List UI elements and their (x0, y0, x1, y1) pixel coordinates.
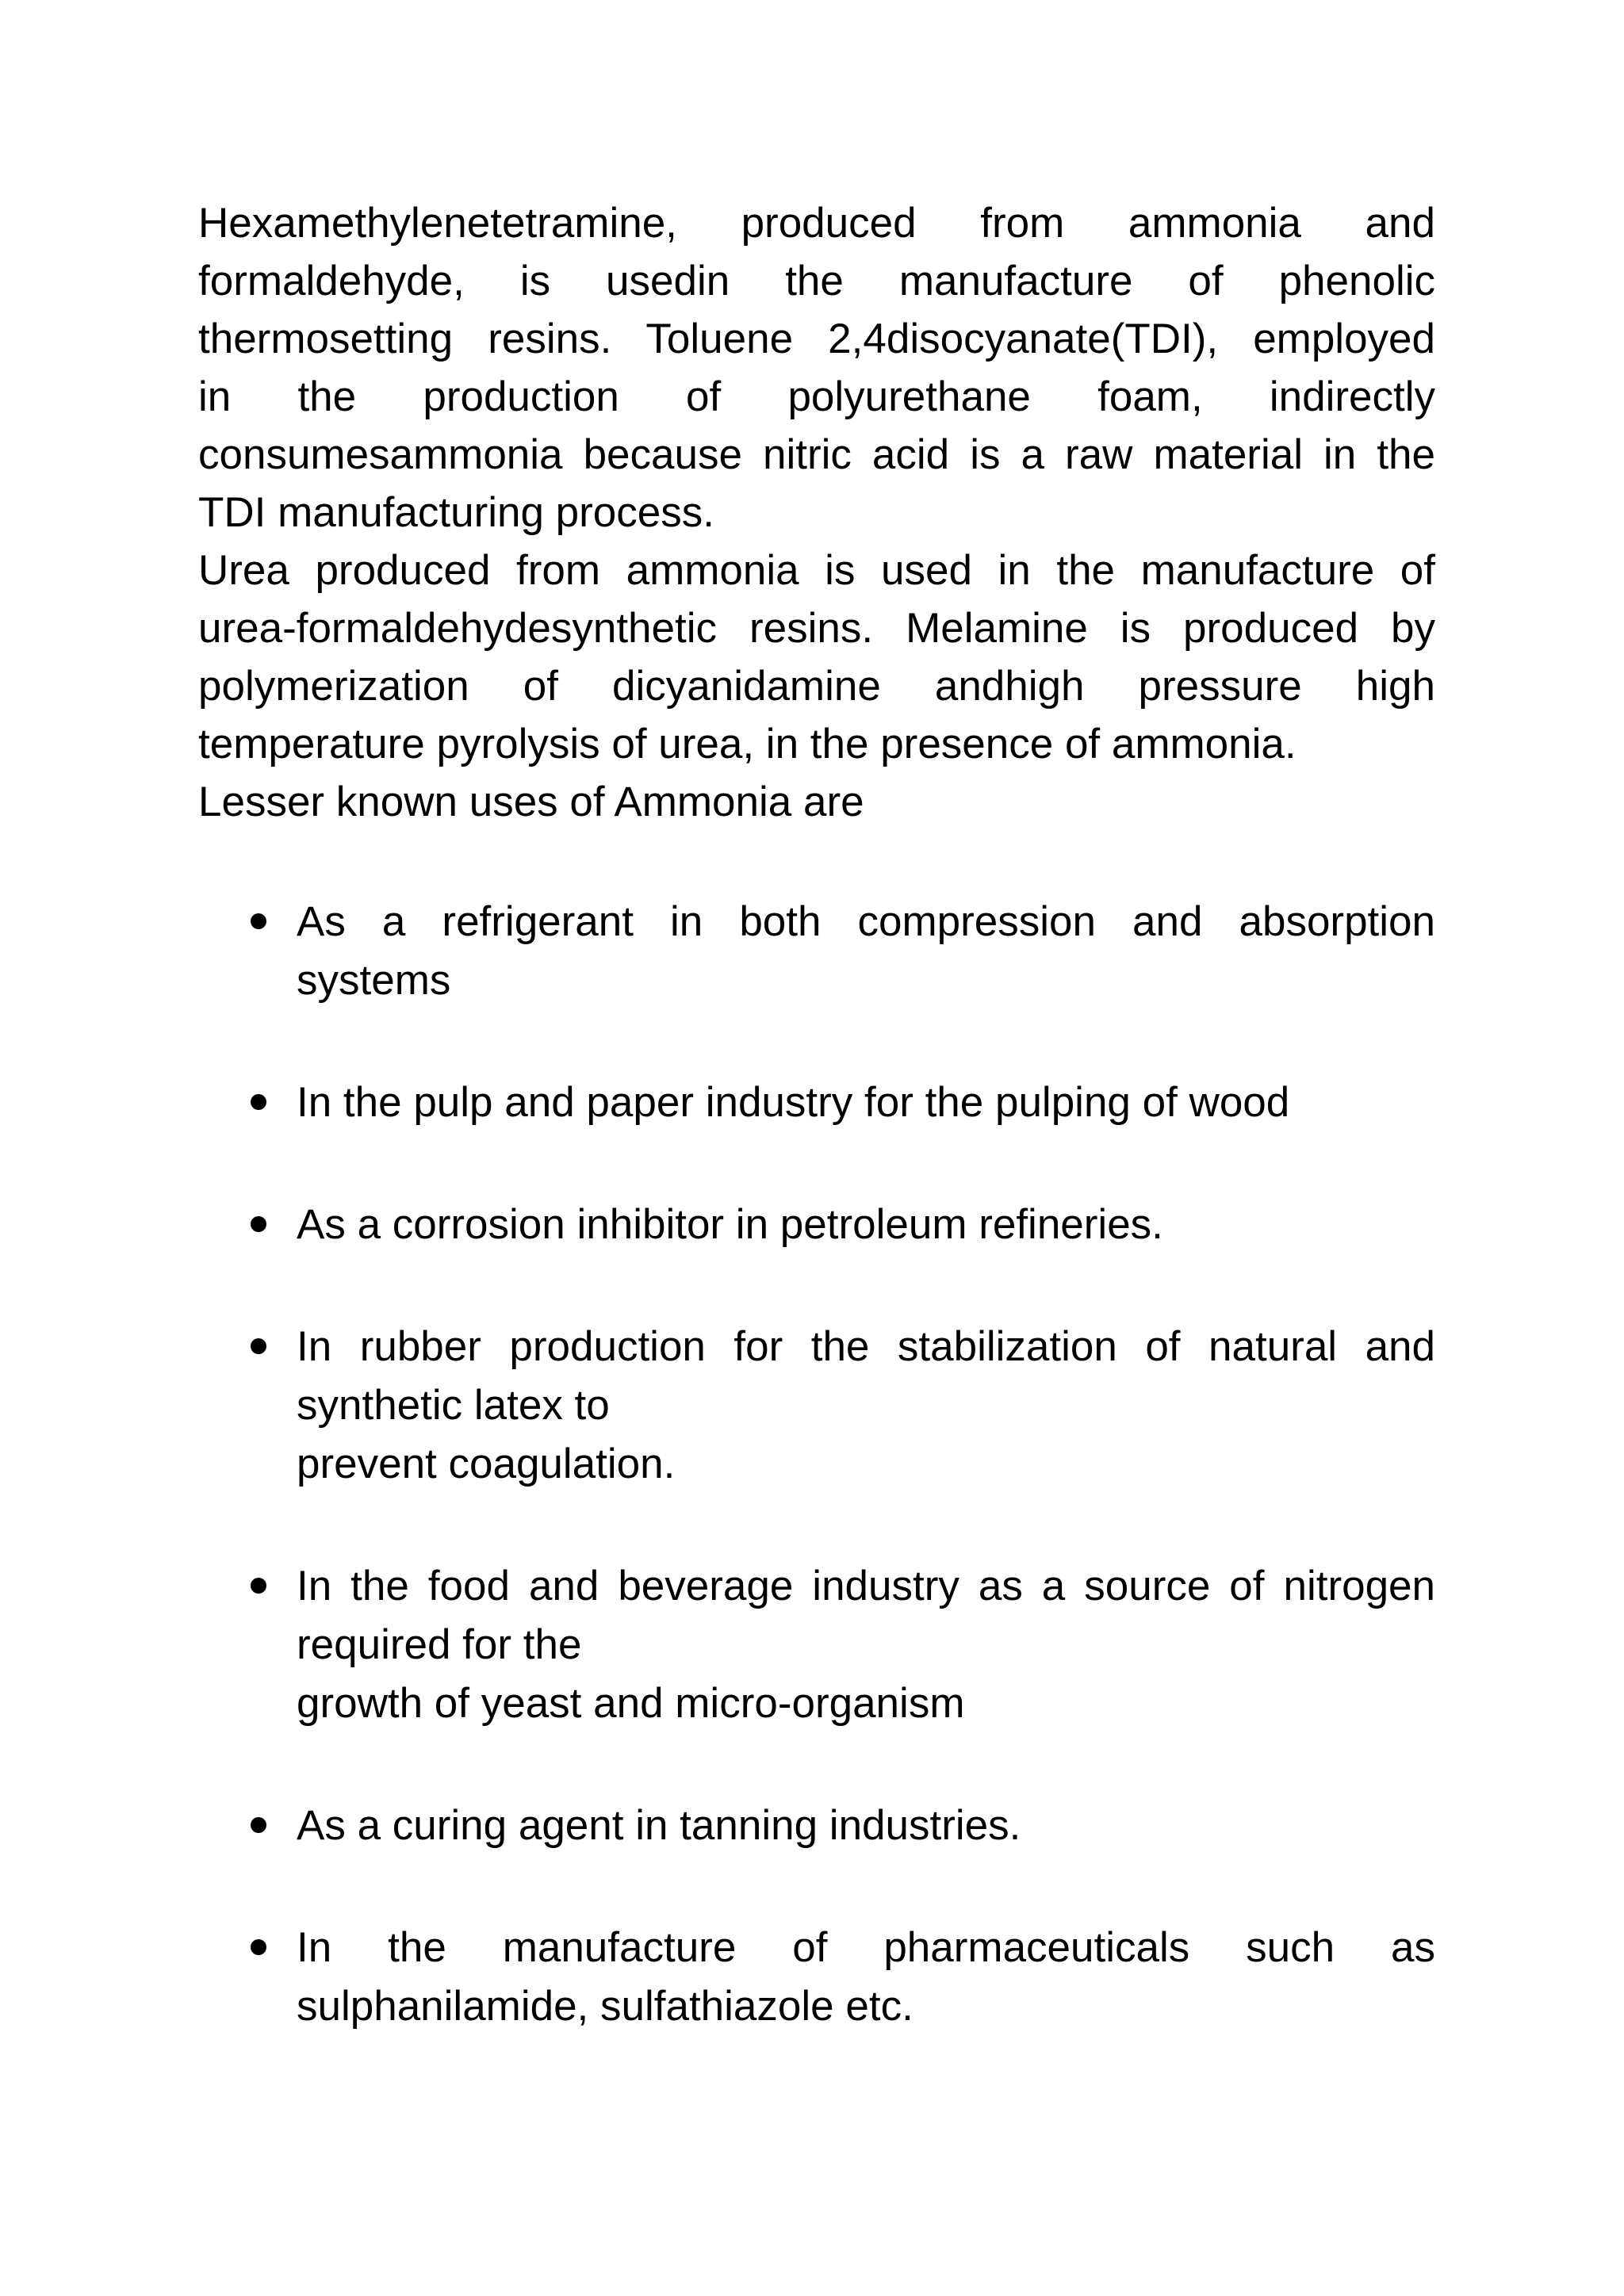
document-page (198, 194, 1435, 2099)
list-item (198, 1073, 1435, 1132)
paragraph-hexamine (198, 194, 1435, 541)
paragraph-line: Urea produced from ammonia is used in the manufacture of (198, 547, 1435, 594)
paragraph-line: consumesammonia because nitric acid is a raw material in the (198, 431, 1435, 478)
paragraph-line: polymerization of dicyanidamine andhigh pressure high (198, 663, 1435, 710)
list-item (198, 1797, 1435, 1855)
list-item-line: In the food and beverage industry as a source of nitrogen (297, 1563, 1435, 1609)
paragraph-line: TDI manufacturing process. (198, 489, 714, 536)
bullet-icon (251, 1338, 266, 1354)
bullet-icon (251, 1939, 266, 1955)
paragraph-line: Hexamethylenetetramine, produced from ammonia and (198, 200, 1435, 247)
uses-list (198, 893, 1435, 2036)
list-item-line: sulphanilamide, sulfathiazole etc. (297, 1983, 914, 2030)
bullet-icon (251, 1216, 266, 1232)
list-item (198, 1318, 1435, 1494)
paragraph-line: in the production of polyurethane foam, indirectly (198, 373, 1435, 420)
list-item-line: In the pulp and paper industry for the pulping of wood (297, 1079, 1290, 1126)
list-item-line: As a refrigerant in both compression and absorption (297, 898, 1435, 945)
list-item-line: As a curing agent in tanning industries. (297, 1802, 1021, 1849)
lesser-uses-heading: Lesser known uses of Ammonia are (198, 779, 864, 825)
list-item (198, 1196, 1435, 1254)
bullet-icon (251, 913, 266, 929)
list-item-line: As a corrosion inhibitor in petroleum refineries. (297, 1201, 1163, 1248)
list-item-line: required for the (297, 1621, 582, 1668)
list-item-line: systems (297, 957, 451, 1004)
list-item (198, 1557, 1435, 1733)
list-item-line: growth of yeast and micro-organism (297, 1680, 965, 1727)
paragraph-line: urea-formaldehydesynthetic resins. Melamine is produced by (198, 605, 1435, 652)
list-item (198, 893, 1435, 1010)
paragraph-urea (198, 541, 1435, 773)
list-item-line: prevent coagulation. (297, 1441, 676, 1487)
bullet-icon (251, 1817, 266, 1833)
list-item (198, 1919, 1435, 2036)
bullet-icon (251, 1578, 266, 1594)
paragraph-line: thermosetting resins. Toluene 2,4disocyanate(TDI), employed (198, 316, 1435, 362)
list-item-line: In rubber production for the stabilization of natural and (297, 1323, 1435, 1370)
list-item-line: In the manufacture of pharmaceuticals such as (297, 1924, 1435, 1971)
list-item-line: synthetic latex to (297, 1382, 610, 1429)
paragraph-line: temperature pyrolysis of urea, in the presence of ammonia. (198, 721, 1297, 767)
paragraph-line: formaldehyde, is usedin the manufacture of phenolic (198, 258, 1435, 304)
bullet-icon (251, 1094, 266, 1110)
